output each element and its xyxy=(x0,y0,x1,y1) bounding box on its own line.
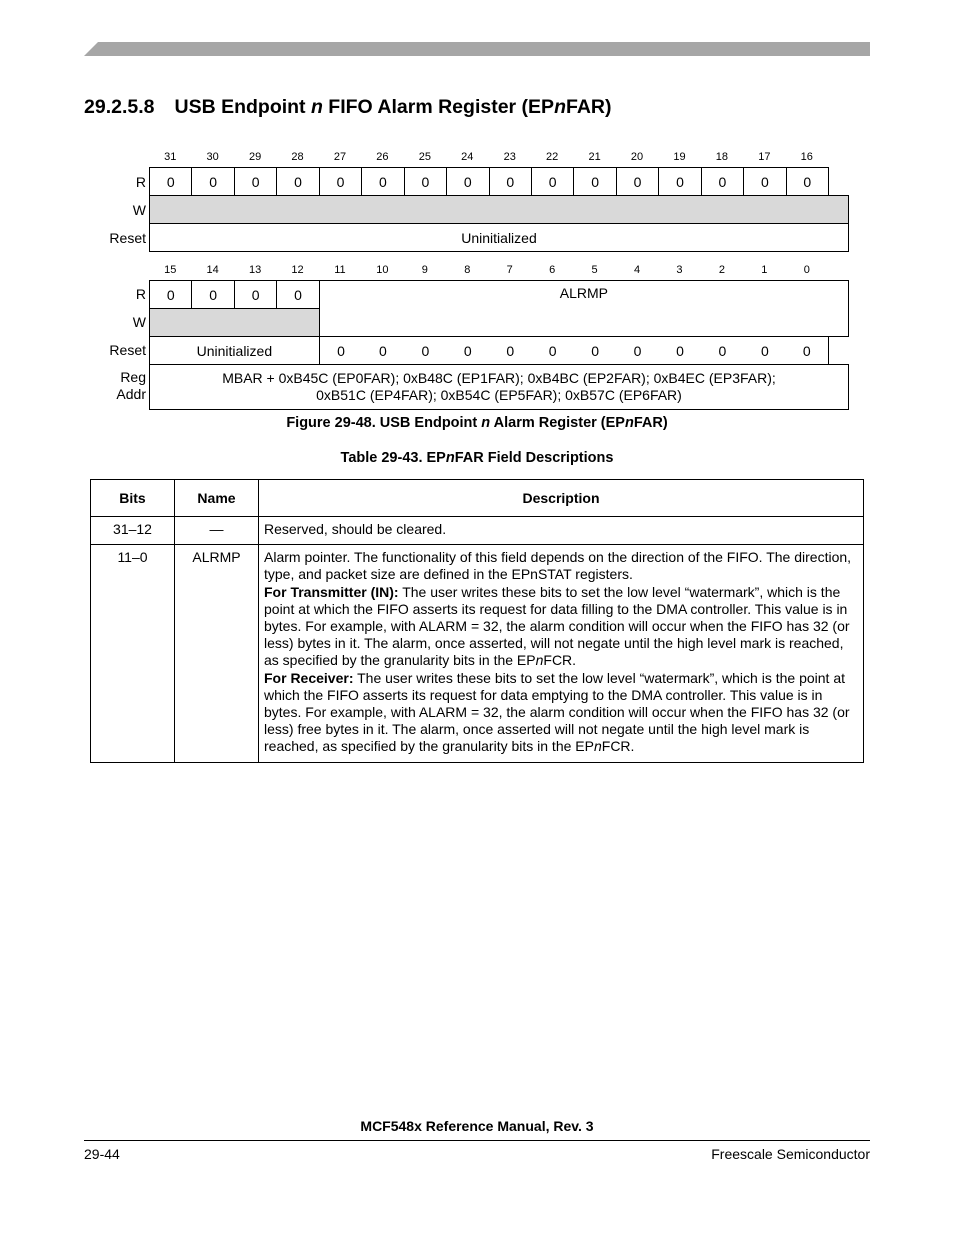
read-bit-cell: 0 xyxy=(658,167,701,196)
header-bits: Bits xyxy=(91,480,175,517)
reset-bit-cell: 0 xyxy=(446,336,489,365)
row-label-reg: Reg xyxy=(120,369,146,385)
read-bit-cell: 0 xyxy=(276,167,319,196)
reset-bit-cell: 0 xyxy=(658,336,701,365)
bit-number: 8 xyxy=(464,264,471,276)
section-number: 29.2.5.8 xyxy=(84,96,155,118)
bit-number: 21 xyxy=(588,151,601,163)
write-row-cell xyxy=(149,308,320,337)
reset-bit-cell: 0 xyxy=(361,336,404,365)
bit-number: 16 xyxy=(800,151,813,163)
read-bit-cell: 0 xyxy=(191,167,234,196)
description-cell: Alarm pointer. The functionality of this field depends on the direction of the FIFO. The direction, type, and packet size are defined in the EPnSTAT registers. For Transmitter (IN): The user writes these bits to set the low level “watermark”, which is the point at which the FIFO asserts its request for data filling to the DMA controller. This value is in bytes. For example, with ALARM = 32, the alarm condition will occur when the FIFO has 32 (or less) bytes in it. The alarm, once asserted, will not negate until the high level mark is reached, as specified by the granularity bits in the EPnFCR. For Receiver: The user writes these bits to set the low level “watermark”, which is the point at which the FIFO asserts its request for data emptying to the DMA controller. This value is in bytes. For example, with ALARM = 32, the alarm condition will occur when the FIFO has 32 (or less) free bytes in it. The alarm, once asserted will not negate until the high level mark is reached, as specified by the granularity bits in the EPnFCR. xyxy=(259,545,864,762)
read-bit-cell: 0 xyxy=(404,167,447,196)
row-label: W xyxy=(132,202,146,218)
register-address-line: 0xB51C (EP4FAR); 0xB54C (EP5FAR); 0xB57C (EP6FAR) xyxy=(316,387,682,403)
read-bit-cell: 0 xyxy=(234,280,277,309)
bit-number: 24 xyxy=(461,151,474,163)
alrmp-field: ALRMP xyxy=(319,280,849,337)
read-bit-cell: 0 xyxy=(786,167,829,196)
table-caption: Table 29-43. EPnFAR Field Descriptions xyxy=(340,450,614,466)
bit-number: 7 xyxy=(506,264,513,276)
bits-cell: 31–12 xyxy=(91,517,175,545)
footer-rule xyxy=(84,1140,870,1141)
bit-number: 26 xyxy=(376,151,389,163)
description-cell: Reserved, should be cleared. xyxy=(259,517,864,545)
bit-number: 18 xyxy=(715,151,729,163)
section-title-italic: n xyxy=(310,96,323,118)
register-address-cell xyxy=(149,364,849,410)
bit-number: 31 xyxy=(164,151,177,163)
header-bar xyxy=(84,42,870,56)
footer-company: Freescale Semiconductor xyxy=(711,1146,870,1162)
read-bit-cell: 0 xyxy=(573,167,616,196)
row-label: Reset xyxy=(109,230,146,246)
write-row-cell xyxy=(149,195,849,224)
row-label: W xyxy=(132,314,146,330)
read-bit-cell: 0 xyxy=(276,280,319,309)
bit-number: 20 xyxy=(630,151,644,163)
reset-bit-cell: 0 xyxy=(786,336,829,365)
bit-number: 3 xyxy=(676,264,683,276)
bit-number: 11 xyxy=(334,264,346,276)
reset-bit-cell: 0 xyxy=(573,336,616,365)
reset-bit-cell: 0 xyxy=(701,336,744,365)
header-description: Description xyxy=(259,480,864,517)
row-label-addr: Addr xyxy=(116,386,146,402)
reset-bit-cell: 0 xyxy=(319,336,362,365)
bit-number: 13 xyxy=(248,264,262,276)
bit-number: 17 xyxy=(758,151,771,163)
footer-page-number: 29-44 xyxy=(84,1146,120,1162)
bit-number: 15 xyxy=(164,264,177,276)
bit-number: 22 xyxy=(546,151,559,163)
bit-number: 23 xyxy=(503,151,516,163)
bit-number: 5 xyxy=(591,264,598,276)
read-bit-cell: 0 xyxy=(149,280,192,309)
read-bit-cell: 0 xyxy=(149,167,192,196)
row-label: R xyxy=(135,174,146,190)
read-bit-cell: 0 xyxy=(616,167,659,196)
footer-manual-title: MCF548x Reference Manual, Rev. 3 xyxy=(360,1118,594,1134)
reset-cell: Uninitialized xyxy=(149,223,849,252)
reset-bit-cell: 0 xyxy=(489,336,532,365)
reset-bit-cell: 0 xyxy=(531,336,574,365)
section-title-italic: n xyxy=(554,96,566,118)
bit-number: 25 xyxy=(418,151,431,163)
register-address-line: MBAR + 0xB45C (EP0FAR); 0xB48C (EP1FAR); 0xB4BC (EP2FAR); 0xB4EC (EP3FAR); xyxy=(222,370,776,386)
bit-number: 27 xyxy=(333,151,347,163)
bit-number: 14 xyxy=(206,264,219,276)
field-description-table xyxy=(90,479,864,763)
row-label: R xyxy=(135,286,146,302)
reset-bit-cell: 0 xyxy=(404,336,447,365)
bit-number: 29 xyxy=(248,151,262,163)
bit-number: 19 xyxy=(673,151,686,163)
bit-number: 0 xyxy=(803,264,810,276)
bit-number: 1 xyxy=(761,264,768,276)
read-bit-cell: 0 xyxy=(191,280,234,309)
bit-number: 4 xyxy=(633,264,641,276)
read-bit-cell: 0 xyxy=(446,167,489,196)
read-bit-cell: 0 xyxy=(531,167,574,196)
row-label: Reset xyxy=(109,342,146,358)
section-title-part: FAR) xyxy=(565,96,612,118)
read-bit-cell: 0 xyxy=(489,167,532,196)
bit-number: 9 xyxy=(421,264,428,276)
header-name: Name xyxy=(175,480,259,517)
reset-bit-cell: 0 xyxy=(743,336,786,365)
read-bit-cell: 0 xyxy=(701,167,744,196)
table-row xyxy=(91,517,864,545)
reset-cell: Uninitialized xyxy=(149,336,320,365)
figure-caption: Figure 29-48. USB Endpoint n Alarm Register (EPnFAR) xyxy=(286,415,668,431)
bit-number: 12 xyxy=(291,264,304,276)
read-bit-cell: 0 xyxy=(234,167,277,196)
bit-number: 10 xyxy=(376,264,389,276)
section-title-part: FIFO Alarm Register (EP xyxy=(322,96,555,118)
read-bit-cell: 0 xyxy=(319,167,362,196)
reset-bit-cell: 0 xyxy=(616,336,659,365)
name-cell: ALRMP xyxy=(175,545,259,762)
read-bit-cell: 0 xyxy=(743,167,786,196)
table-row xyxy=(91,545,864,762)
bits-cell: 11–0 xyxy=(91,545,175,762)
bit-number: 2 xyxy=(718,264,725,276)
bit-number: 28 xyxy=(291,151,304,163)
section-title-part: USB Endpoint xyxy=(174,96,311,118)
bit-number: 30 xyxy=(206,151,219,163)
read-bit-cell: 0 xyxy=(361,167,404,196)
section-heading xyxy=(84,96,611,119)
table-header-row xyxy=(91,480,864,517)
bit-number: 6 xyxy=(549,264,556,276)
name-cell: — xyxy=(175,517,259,545)
